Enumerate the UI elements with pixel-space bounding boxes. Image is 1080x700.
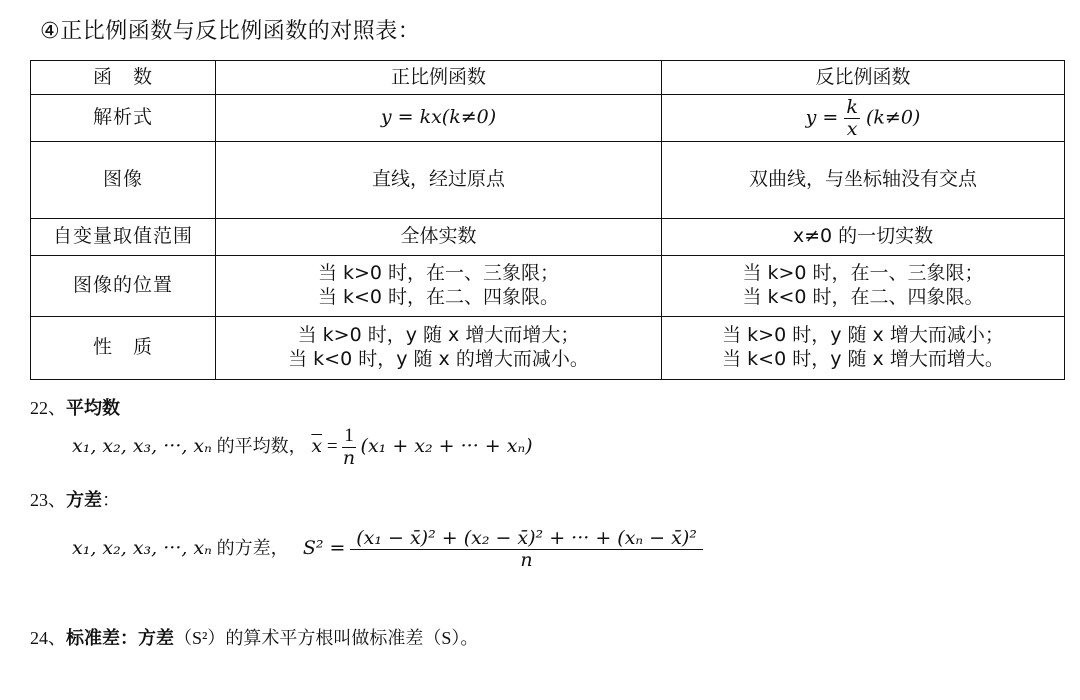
direct-cell: 全体实数 bbox=[216, 219, 662, 256]
fraction-numerator: (x₁ − x̄)² + (x₂ − x̄)² + ··· + (xₙ − x̄)² bbox=[350, 528, 703, 550]
variance-formula bbox=[72, 528, 703, 571]
variance-text: 的方差， bbox=[216, 537, 289, 559]
table-row bbox=[31, 95, 1065, 142]
header-inverse: 反比例函数 bbox=[662, 61, 1065, 95]
comparison-table bbox=[30, 60, 1065, 380]
fraction-numerator: 1 bbox=[344, 425, 354, 446]
inverse-cell bbox=[662, 317, 1065, 380]
section-number: 24、 bbox=[30, 628, 66, 648]
section-stddev bbox=[30, 624, 478, 650]
fraction-numerator: k bbox=[846, 95, 858, 118]
table-row bbox=[31, 256, 1065, 317]
inverse-fraction bbox=[844, 97, 860, 140]
section-variance-heading bbox=[30, 486, 120, 512]
section-definition: （S²）的算术平方根叫做标准差（S）。 bbox=[174, 628, 479, 648]
mean-formula: x₁, x₂, x₃, ···, xₙ 的平均数， $\overline{x}$ = $\frac{1}{n}$ (x₁ + x₂ + ··· + xₙ) bbox=[72, 425, 533, 469]
cell-line: 当 k>0 时，y 随 x 增大而增大； bbox=[297, 324, 580, 347]
section-suffix: ： bbox=[102, 490, 120, 510]
cell-line: 当 k<0 时，y 随 x 的增大而减小。 bbox=[288, 348, 589, 370]
row-label: 解析式 bbox=[31, 95, 216, 142]
section-mean-heading bbox=[30, 394, 120, 420]
fraction-denominator: n bbox=[520, 548, 533, 571]
row-label: 图像 bbox=[31, 142, 216, 219]
section-number: 23、 bbox=[30, 490, 66, 510]
section-number: 22、 bbox=[30, 398, 66, 418]
cell-line: 当 k<0 时，y 随 x 增大而增大。 bbox=[722, 348, 1004, 370]
cell-line: 当 k<0 时，在二、四象限。 bbox=[742, 286, 984, 308]
table-header-row bbox=[31, 61, 1065, 95]
inverse-cell bbox=[662, 256, 1065, 317]
section-name: 平均数 bbox=[66, 398, 120, 419]
cell-line: 当 k>0 时，在一、三象限； bbox=[742, 262, 984, 285]
direct-cell: 直线，经过原点 bbox=[216, 142, 662, 219]
row-label: 性 质 bbox=[31, 317, 216, 380]
mean-variables: x₁, x₂, x₃, ···, xₙ bbox=[72, 434, 212, 457]
table-row bbox=[31, 219, 1065, 256]
mean-text: 的平均数， bbox=[216, 435, 307, 457]
cell-line: 当 k>0 时，在一、三象限； bbox=[317, 262, 560, 285]
row-label: 自变量取值范围 bbox=[31, 219, 216, 256]
table-row bbox=[31, 142, 1065, 219]
inverse-cell: 双曲线，与坐标轴没有交点 bbox=[662, 142, 1065, 219]
direct-cell bbox=[216, 317, 662, 380]
inverse-formula-prefix: y = bbox=[805, 106, 839, 128]
header-direct: 正比例函数 bbox=[216, 61, 662, 95]
inverse-cell: x≠0 的一切实数 bbox=[662, 219, 1065, 256]
direct-cell bbox=[216, 256, 662, 317]
section-name: 标准差：方差 bbox=[66, 628, 174, 649]
direct-formula: y = kx(k≠0) bbox=[216, 95, 662, 142]
mean-fraction bbox=[342, 426, 356, 469]
variance-lhs: S² = bbox=[302, 536, 346, 559]
table-row bbox=[31, 317, 1065, 380]
section-name: 方差 bbox=[66, 490, 102, 511]
inverse-formula bbox=[662, 95, 1065, 142]
inverse-formula-suffix: (k≠0) bbox=[865, 106, 921, 128]
variance-variables: x₁, x₂, x₃, ···, xₙ bbox=[72, 536, 212, 559]
cell-line: 当 k>0 时，y 随 x 增大而减小； bbox=[722, 324, 1004, 347]
page-title: ④正比例函数与反比例函数的对照表： bbox=[40, 19, 421, 44]
fraction-denominator: n bbox=[342, 446, 356, 469]
variance-fraction bbox=[350, 528, 703, 571]
fraction-denominator: x bbox=[846, 117, 858, 140]
header-function: 函 数 bbox=[31, 61, 216, 95]
cell-line: 当 k<0 时，在二、四象限。 bbox=[317, 286, 560, 308]
row-label: 图像的位置 bbox=[31, 256, 216, 317]
mean-sum: (x₁ + x₂ + ··· + xₙ) bbox=[360, 434, 533, 457]
mean-symbol: $\overline{x}$ bbox=[311, 434, 323, 457]
